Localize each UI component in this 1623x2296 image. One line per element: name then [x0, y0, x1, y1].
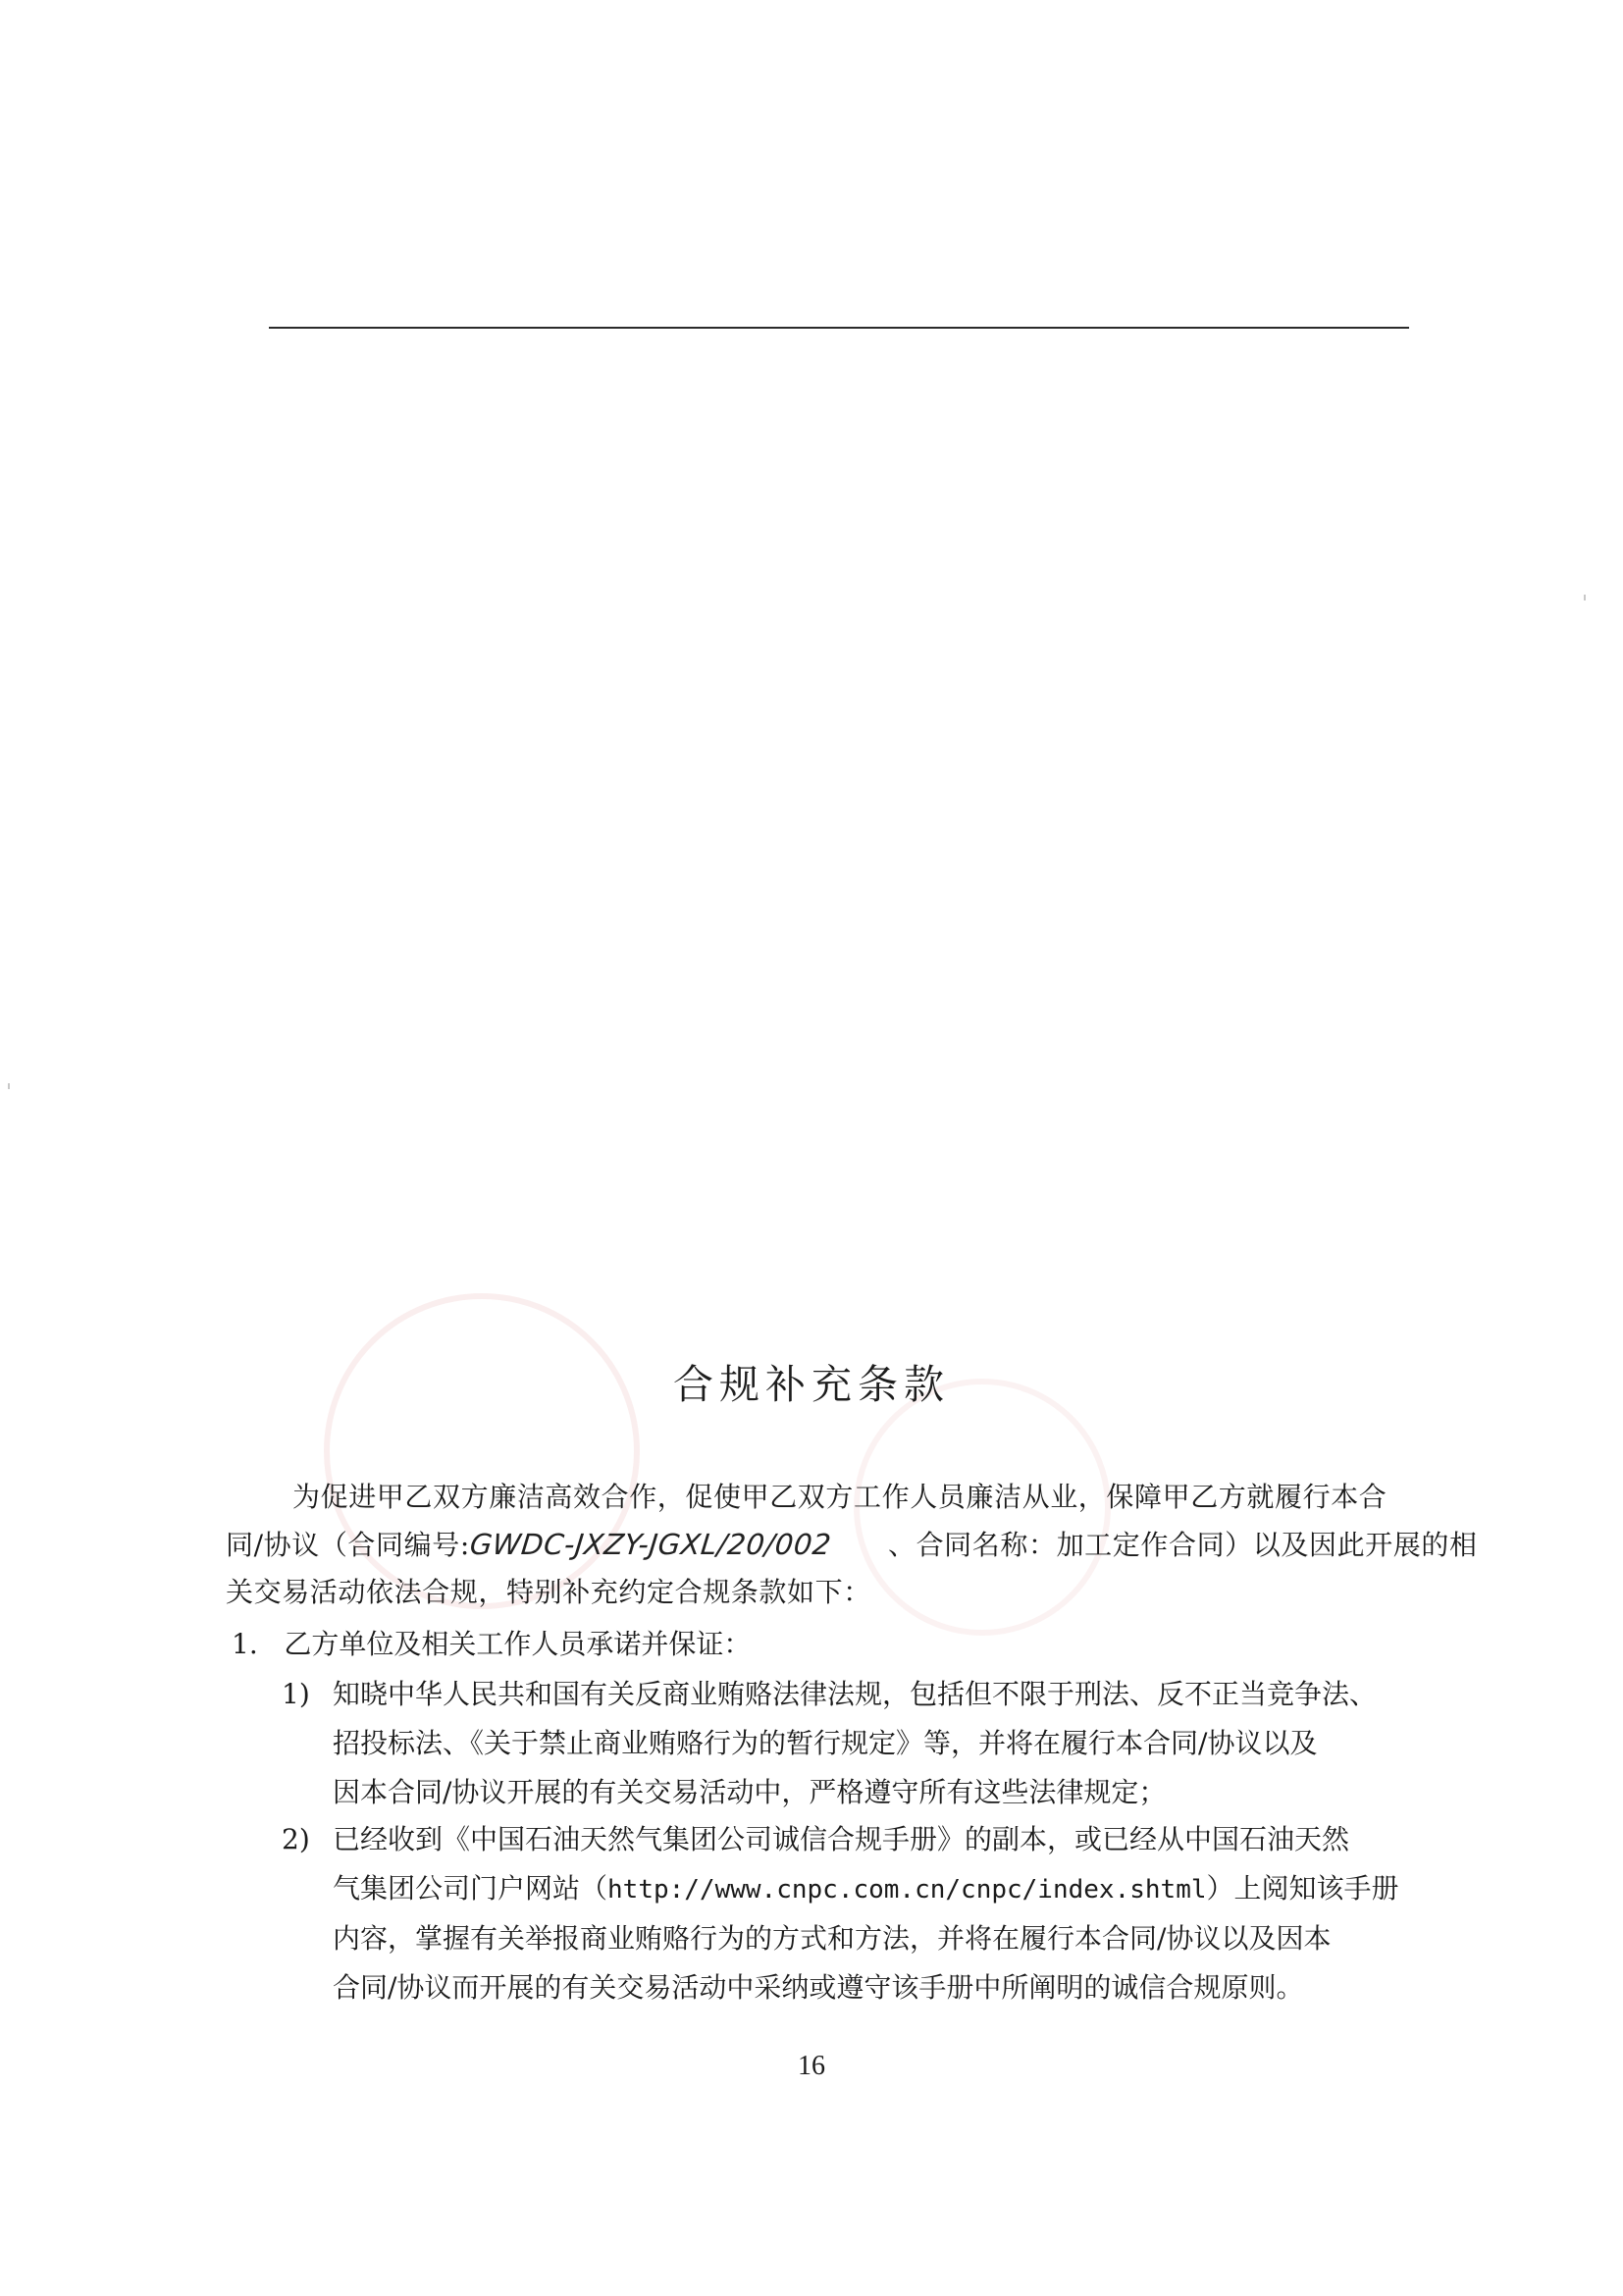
clause-line: 招投标法、《关于禁止商业贿赂行为的暂行规定》等，并将在履行本合同/协议以及 [333, 1727, 1318, 1759]
scan-speck [1584, 595, 1586, 600]
clause-line-prefix: 气集团公司门户网站（ [333, 1872, 608, 1905]
handwritten-contract-number: GWDC-JXZY-JGXL/20/002 [468, 1528, 833, 1561]
cnpc-portal-url: http://www.cnpc.com.cn/cnpc/index.shtml [607, 1875, 1207, 1905]
clause-line: 知晓中华人民共和国有关反商业贿赂法律法规，包括但不限于刑法、反不正当竞争法、 [333, 1678, 1378, 1710]
scan-speck [8, 1083, 10, 1089]
clause-line [333, 1864, 1400, 1914]
page-number: 16 [798, 2051, 825, 2081]
document-title: 合规补充条款 [673, 1361, 950, 1408]
clause-line: 内容，掌握有关举报商业贿赂行为的方式和方法，并将在履行本合同/协议以及因本 [333, 1922, 1332, 1955]
intro-line-2 [226, 1521, 1478, 1569]
clause-item-1 [282, 1670, 1400, 1817]
header-rule [269, 327, 1409, 329]
clause-item-2 [282, 1815, 1400, 2012]
clause-item-1-body [333, 1670, 1400, 1817]
clause-item-1-label: 1) [282, 1678, 310, 1710]
clause-line-suffix: ）上阅知该手册 [1206, 1872, 1399, 1905]
section-1-text: 乙方单位及相关工作人员承诺并保证： [284, 1628, 752, 1660]
clause-line: 合同/协议而开展的有关交易活动中采纳或遵守该手册中所阐明的诚信合规原则。 [333, 1971, 1304, 2004]
clause-item-2-body [333, 1815, 1400, 2012]
intro-line-2-prefix: 同/协议（合同编号: [226, 1529, 470, 1561]
intro-line-1: 为促进甲乙双方廉洁高效合作，促使甲乙双方工作人员廉洁从业，保障甲乙方就履行本合 [292, 1481, 1387, 1513]
intro-line-3: 关交易活动依法合规，特别补充约定合规条款如下： [226, 1576, 871, 1608]
clause-line: 因本合同/协议开展的有关交易活动中，严格遵守所有这些法律规定； [333, 1776, 1167, 1808]
section-1-label: 1. [232, 1628, 258, 1660]
intro-line-2-suffix: 、合同名称：加工定作合同）以及因此开展的相 [887, 1529, 1478, 1561]
clause-line: 已经收到《中国石油天然气集团公司诚信合规手册》的副本，或已经从中国石油天然 [333, 1823, 1350, 1855]
section-1-heading [232, 1621, 751, 1668]
clause-item-2-label: 2) [282, 1823, 310, 1855]
intro-paragraph [226, 1474, 1478, 1616]
